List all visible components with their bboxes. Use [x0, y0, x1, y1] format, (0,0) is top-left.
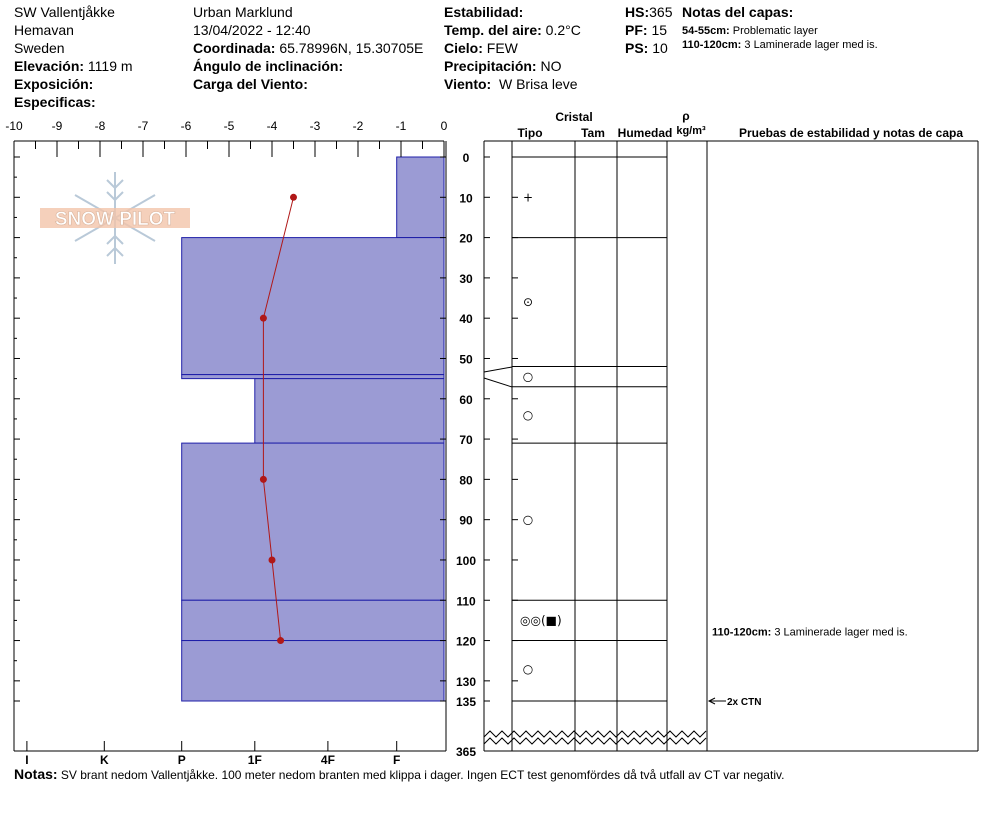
slope-angle: Ángulo de inclinación: — [193, 58, 344, 74]
location-name: SW Vallentjåkke — [14, 4, 115, 20]
stability-test-label: 2x CTN — [727, 697, 762, 708]
layer-annotation-text: 3 Laminerade lager med is. — [771, 626, 908, 639]
depth-tick-label: 60 — [459, 392, 473, 407]
stability: Estabilidad: — [444, 4, 524, 20]
layer-annotation — [712, 626, 908, 638]
crystal-symbol: ○ — [522, 407, 534, 422]
break-line-lower — [484, 738, 706, 744]
hardness-layer-bar — [182, 238, 444, 375]
sky-condition: Cielo: FEW — [444, 40, 518, 56]
hardness-tick-label: 4F — [320, 753, 335, 767]
temp-tick-label: -2 — [352, 119, 364, 133]
logo-text: SNOW PILOT — [54, 209, 176, 230]
temp-tick-label: -3 — [309, 119, 321, 133]
snow-height: HS:365 — [625, 4, 673, 20]
temp-tick-label: 0 — [440, 119, 448, 133]
crystal-symbol: ○ — [522, 661, 534, 676]
header-crystal: Cristal — [555, 110, 593, 124]
depth-tick-label: 135 — [455, 695, 477, 709]
layer-annotation-range: 110-120cm: — [712, 626, 772, 639]
header-moisture: Humedad — [617, 126, 673, 140]
notes — [14, 766, 784, 782]
temperature-point — [260, 315, 267, 322]
depth-tick-label: 130 — [455, 674, 477, 689]
notes-text: SV brant nedom Vallentjåkke. 100 meter nedom branten med klippa i dager. Ingen ECT test genomfördes då två utfall av CT var negativ. — [60, 768, 785, 782]
depth-tick-label: 110 — [456, 594, 476, 609]
temperature-point — [260, 476, 267, 483]
temp-tick-label: -9 — [51, 119, 63, 133]
hardness-layer-bar — [397, 157, 444, 238]
hardness-axis — [25, 741, 400, 767]
elevation: Elevación: 1119 m — [14, 58, 133, 74]
crystal-column-headers — [517, 109, 963, 140]
depth-tick-label: 20 — [459, 231, 473, 246]
temp-tick-label: -6 — [180, 119, 192, 133]
coordinates: Coordinada: 65.78996N, 15.30705E — [193, 40, 424, 56]
temperature-axis — [5, 119, 447, 157]
country-name: Sweden — [14, 40, 65, 56]
header-stability: Pruebas de estabilidad y notas de capa — [738, 126, 964, 140]
hardness-tick-label: P — [177, 753, 186, 767]
snowpilot-logo — [40, 172, 190, 264]
depth-tick-label: 120 — [455, 634, 477, 649]
air-temperature: Temp. del aire: 0.2°C — [444, 22, 581, 38]
depth-tick-label: 40 — [459, 312, 473, 327]
exposure: Exposición: — [14, 76, 94, 92]
hardness-tick-label: K — [99, 753, 109, 767]
crystal-symbols — [520, 190, 562, 675]
notes-label: Notas: — [14, 766, 58, 782]
layer-note: 54-55cm: Problematic layer — [682, 25, 818, 37]
depth-tick-label: 50 — [459, 352, 473, 367]
temperature-point — [269, 556, 276, 563]
wind: Viento: W Brisa leve — [444, 76, 578, 92]
depth-tick-label: 90 — [459, 513, 473, 528]
header-rho: ρ — [682, 109, 690, 123]
layer-annotations — [709, 626, 908, 708]
hardness-layer-bar — [182, 600, 444, 640]
crystal-symbol: ○ — [522, 369, 534, 384]
penetration-ski: PS: 10 — [625, 40, 668, 56]
depth-tick-label: 80 — [459, 473, 473, 488]
break-line-upper — [484, 731, 706, 737]
temperature-point — [290, 194, 297, 201]
temp-tick-label: -7 — [137, 119, 149, 133]
depth-tick-label: 30 — [459, 271, 473, 286]
temperature-point — [277, 637, 284, 644]
depth-tick-label: 100 — [455, 553, 477, 568]
hardness-layer-bar — [182, 375, 444, 379]
layer-note: 110-120cm: 3 Laminerade lager med is. — [682, 39, 878, 51]
specifics: Especificas: — [14, 94, 96, 110]
hardness-tick-label: 1F — [247, 753, 262, 767]
crystal-symbol: + — [522, 190, 534, 205]
temp-tick-label: -5 — [223, 119, 235, 133]
depth-bottom-label: 365 — [455, 745, 477, 759]
hardness-tick-label: F — [393, 753, 401, 767]
hardness-tick-label: I — [25, 753, 29, 767]
wind-load: Carga del Viento: — [193, 76, 308, 92]
observer-name: Urban Marklund — [193, 4, 293, 20]
depth-tick-label: 0 — [462, 151, 470, 165]
observation-datetime: 13/04/2022 - 12:40 — [193, 22, 311, 38]
crystal-symbol: ○ — [522, 512, 534, 527]
penetration-foot: PF: 15 — [625, 22, 668, 38]
precipitation: Precipitación: NO — [444, 58, 562, 74]
depth-tick-label: 70 — [459, 433, 473, 448]
temp-tick-label: -4 — [266, 119, 278, 133]
layer-connector — [484, 367, 512, 387]
hardness-layer-bar — [255, 379, 444, 443]
header-type: Tipo — [517, 126, 543, 140]
crystal-symbol: ⊙ — [522, 295, 534, 310]
temp-tick-label: -10 — [5, 119, 23, 133]
hardness-layer-bar — [182, 443, 444, 600]
region-name: Hemavan — [14, 22, 74, 38]
header-size: Tam — [581, 126, 605, 140]
temp-tick-label: -8 — [94, 119, 106, 133]
layer-notes-title: Notas del capas: — [682, 4, 794, 20]
temp-tick-label: -1 — [395, 119, 407, 133]
header-density-unit: kg/m³ — [676, 125, 706, 137]
hardness-layers — [182, 157, 444, 701]
depth-tick-label: 10 — [459, 191, 473, 206]
crystal-table — [484, 141, 978, 751]
crystal-symbol: ◎◎(■) — [520, 613, 562, 628]
hardness-layer-bar — [182, 641, 444, 701]
